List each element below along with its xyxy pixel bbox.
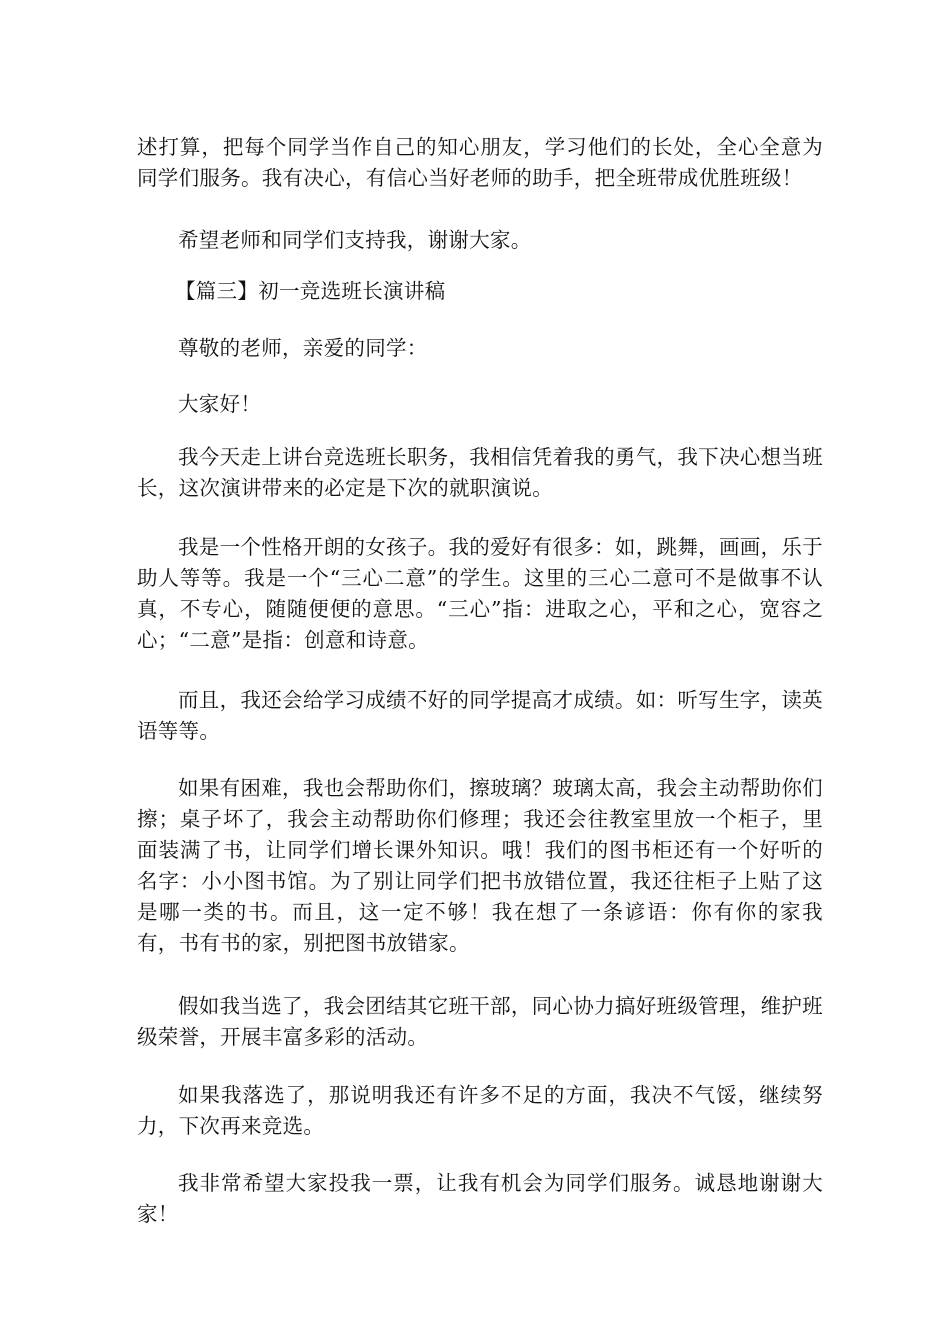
paragraph-greeting: 大家好！ <box>178 392 262 416</box>
paragraph-help-study: 而且，我还会给学习成绩不好的同学提高才成绩。如：听写生字，读英语等等。 <box>137 688 823 743</box>
paragraph-final-thanks: 我非常希望大家投我一票，让我有机会为同学们服务。诚恳地谢谢大家！ <box>137 1171 823 1226</box>
paragraph-intro: 我今天走上讲台竞选班长职务，我相信凭着我的勇气，我下决心想当班长，这次演讲带来的必定是下次的就职演说。 <box>137 445 823 500</box>
paragraph-if-not-elected: 如果我落选了，那说明我还有许多不足的方面，我决不气馁，继续努力，下次再来竞选。 <box>137 1083 823 1138</box>
section-heading: 【篇三】初一竞选班长演讲稿 <box>175 279 446 303</box>
paragraph-closing-thanks: 希望老师和同学们支持我，谢谢大家。 <box>178 228 532 252</box>
paragraph-salutation: 尊敬的老师，亲爱的同学： <box>178 336 428 360</box>
paragraph-continuation: 述打算，把每个同学当作自己的知心朋友，学习他们的长处，全心全意为同学们服务。我有决心，有信心当好老师的助手，把全班带成优胜班级！ <box>137 135 823 190</box>
paragraph-personality: 我是一个性格开朗的女孩子。我的爱好有很多：如，跳舞，画画，乐于助人等等。我是一个“三心二意”的学生。这里的三心二意可不是做事不认真，不专心，随随便便的意思。“三心”指：进取之心，平和之心，宽容之心；“二意”是指：创意和诗意。 <box>137 535 823 652</box>
paragraph-if-elected: 假如我当选了，我会团结其它班干部，同心协力搞好班级管理，维护班级荣誉，开展丰富多彩的活动。 <box>137 994 823 1049</box>
paragraph-help-class: 如果有困难，我也会帮助你们，擦玻璃？玻璃太高，我会主动帮助你们擦；桌子坏了，我会主动帮助你们修理；我还会往教室里放一个柜子，里面装满了书，让同学们增长课外知识。哦！我们的图书柜还有一个好听的名字：小小图书馆。为了别让同学们把书放错位置，我还往柜子上贴了这是哪一类的书。而且，这一定不够！我在想了一条谚语：你有你的家我有，书有书的家，别把图书放错家。 <box>137 776 823 955</box>
